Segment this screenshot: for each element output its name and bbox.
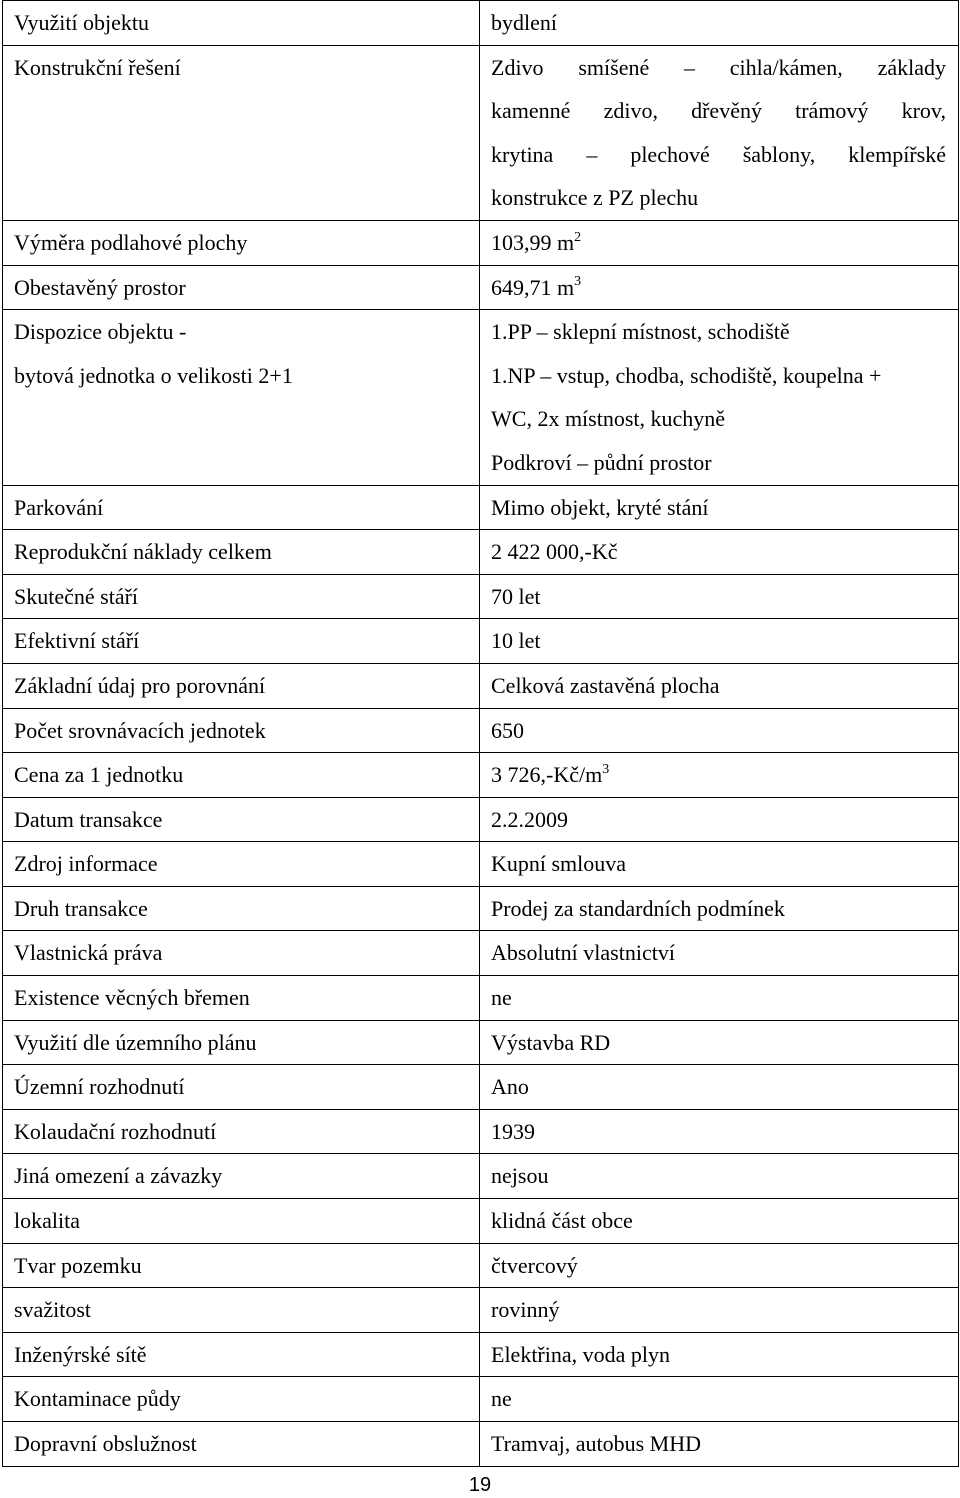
row-value — [491, 575, 946, 619]
unit-exponent: 2 — [574, 229, 582, 245]
row-value-cell — [480, 1, 959, 46]
row-label: Kolaudační rozhodnutí — [14, 1118, 217, 1144]
row-label: Efektivní stáří — [14, 628, 140, 654]
row-value — [491, 1, 946, 45]
row-value — [491, 976, 946, 1020]
page-number: 19 — [468, 1474, 492, 1496]
row-value — [491, 46, 946, 90]
row-value-text: 1.NP – vstup, chodba, schodiště, koupelna + — [491, 362, 882, 388]
row-value-text: bydlení — [491, 10, 557, 35]
table-row — [3, 1, 959, 46]
row-label: Vlastnická práva — [14, 940, 163, 966]
row-value-cell — [480, 842, 959, 887]
row-value — [491, 1110, 946, 1154]
row-label-cell — [3, 619, 480, 664]
row-value-text: Mimo objekt, kryté stání — [491, 494, 709, 520]
row-value-text: 10 let — [491, 628, 541, 654]
row-label: Jiná omezení a závazky — [14, 1163, 223, 1189]
row-label: lokalita — [14, 1208, 80, 1234]
row-value — [491, 842, 946, 886]
row-label-cell — [3, 530, 480, 575]
row-value — [491, 441, 946, 485]
row-value-text: ne — [491, 1386, 512, 1412]
row-value-cell — [480, 976, 959, 1021]
row-label-cell — [3, 1243, 480, 1288]
row-value-text: 650 — [491, 717, 524, 743]
row-value-cell — [480, 45, 959, 220]
row-label-cell — [3, 1, 480, 46]
row-value-cell — [480, 1332, 959, 1377]
table-row — [3, 1109, 959, 1154]
row-value-cell — [480, 1154, 959, 1199]
table-row — [3, 310, 959, 485]
row-value — [491, 1199, 946, 1243]
row-value — [491, 221, 946, 265]
row-value — [491, 931, 946, 975]
row-label-cell — [3, 485, 480, 530]
row-value — [491, 89, 946, 133]
row-value-text: Podkroví – půdní prostor — [491, 449, 712, 475]
row-value-cell — [480, 1377, 959, 1422]
row-label: Skutečné stáří — [14, 583, 139, 609]
row-value — [491, 133, 946, 177]
row-label-cell — [3, 931, 480, 976]
table-row — [3, 1422, 959, 1467]
table-row — [3, 574, 959, 619]
table-row — [3, 619, 959, 664]
row-label-cell — [3, 842, 480, 887]
row-label-cell — [3, 1154, 480, 1199]
table-row — [3, 45, 959, 220]
row-label-cell — [3, 265, 480, 310]
row-label-cell — [3, 976, 480, 1021]
row-label-cell — [3, 1288, 480, 1333]
row-value — [491, 798, 946, 842]
row-value-text: 3 726,-Kč/m — [491, 762, 603, 788]
row-value-text: 2 422 000,-Kč — [491, 539, 618, 565]
row-value-text: 103,99 m — [491, 229, 575, 255]
row-value-cell — [480, 753, 959, 798]
row-value-cell — [480, 1020, 959, 1065]
row-label-cell — [3, 1377, 480, 1422]
row-value-cell — [480, 1288, 959, 1333]
row-value-cell — [480, 220, 959, 265]
row-label-cell — [3, 797, 480, 842]
row-value-cell — [480, 310, 959, 485]
row-value — [491, 1422, 946, 1466]
row-label: svažitost — [14, 1297, 91, 1323]
table-row — [3, 708, 959, 753]
row-value-cell — [480, 886, 959, 931]
row-value — [491, 266, 946, 310]
row-value — [491, 1288, 946, 1332]
row-value-cell — [480, 663, 959, 708]
row-label: Datum transakce — [14, 806, 163, 832]
table-row — [3, 1243, 959, 1288]
row-value-cell — [480, 1422, 959, 1467]
row-value-text: Kupní smlouva — [491, 851, 627, 877]
row-label: bytová jednotka o velikosti 2+1 — [14, 362, 293, 388]
row-value-text: Prodej za standardních podmínek — [491, 895, 785, 921]
row-label-cell — [3, 1199, 480, 1244]
row-label: Cena za 1 jednotku — [14, 762, 184, 788]
row-value-text: konstrukce z PZ plechu — [491, 185, 699, 211]
row-value-text: čtvercový — [491, 1252, 578, 1278]
row-value-cell — [480, 530, 959, 575]
row-value-cell — [480, 265, 959, 310]
table-row — [3, 1065, 959, 1110]
row-value — [491, 486, 946, 530]
row-value-text: Zdivo smíšené – cihla/kámen, základy — [491, 54, 946, 80]
row-value-text: 649,71 m — [491, 274, 575, 300]
table-row — [3, 797, 959, 842]
table-row — [3, 931, 959, 976]
row-value-text: nejsou — [491, 1163, 549, 1189]
row-value-cell — [480, 797, 959, 842]
table-row — [3, 976, 959, 1021]
row-value-text: 1939 — [491, 1118, 535, 1144]
row-value — [491, 176, 946, 220]
row-value-text: Výstavba RD — [491, 1029, 611, 1055]
table-row — [3, 1199, 959, 1244]
row-label: Existence věcných břemen — [14, 985, 250, 1011]
row-value — [491, 664, 946, 708]
row-label-cell — [3, 1422, 480, 1467]
row-label: Územní rozhodnutí — [14, 1074, 185, 1100]
row-value — [491, 310, 946, 354]
row-value-text: Elektřina, voda plyn — [491, 1341, 671, 1367]
row-label-cell — [3, 708, 480, 753]
row-value-text: Celková zastavěná plocha — [491, 672, 720, 698]
row-label: Konstrukční řešení — [14, 54, 181, 80]
row-label: Reprodukční náklady celkem — [14, 539, 272, 565]
row-label-cell — [3, 753, 480, 798]
row-value-text: 1.PP – sklepní místnost, schodiště — [491, 319, 790, 345]
row-label: Využití dle územního plánu — [14, 1029, 257, 1055]
row-value — [491, 619, 946, 663]
row-label: Využití objektu — [14, 10, 150, 35]
row-value — [491, 753, 946, 797]
row-label: Výměra podlahové plochy — [14, 229, 248, 255]
row-value — [491, 530, 946, 574]
unit-exponent: 3 — [574, 274, 582, 290]
row-label: Dispozice objektu - — [14, 319, 187, 345]
row-label-cell — [3, 45, 480, 220]
row-value-cell — [480, 1243, 959, 1288]
row-label-cell — [3, 1065, 480, 1110]
row-label: Druh transakce — [14, 895, 148, 921]
row-label: Základní údaj pro porovnání — [14, 672, 266, 698]
row-label: Parkování — [14, 494, 104, 520]
row-value-text: kamenné zdivo, dřevěný trámový krov, — [491, 98, 946, 124]
row-value — [491, 397, 946, 441]
row-value-text: ne — [491, 985, 512, 1011]
table-row — [3, 1154, 959, 1199]
row-label: Obestavěný prostor — [14, 274, 186, 300]
row-label-cell — [3, 886, 480, 931]
row-value-text: 2.2.2009 — [491, 806, 568, 832]
table-row — [3, 753, 959, 798]
row-value — [491, 1333, 946, 1377]
row-label-cell — [3, 663, 480, 708]
unit-exponent: 3 — [602, 761, 610, 777]
row-value-text: krytina – plechové šablony, klempířské — [491, 141, 946, 167]
row-value-text: rovinný — [491, 1297, 560, 1323]
table-row — [3, 530, 959, 575]
row-label-cell — [3, 574, 480, 619]
row-value — [491, 1244, 946, 1288]
table-row — [3, 1020, 959, 1065]
row-value — [491, 1154, 946, 1198]
row-value-cell — [480, 1109, 959, 1154]
row-value — [491, 1021, 946, 1065]
row-value-text: Tramvaj, autobus MHD — [491, 1431, 702, 1456]
row-value-text: klidná část obce — [491, 1208, 633, 1234]
property-table — [2, 0, 959, 1467]
row-value — [491, 709, 946, 753]
row-label: Zdroj informace — [14, 851, 158, 877]
property-table-body — [3, 1, 959, 1467]
table-row — [3, 663, 959, 708]
row-label: Kontaminace půdy — [14, 1386, 181, 1412]
row-label-cell — [3, 1109, 480, 1154]
row-value-cell — [480, 619, 959, 664]
row-value-text: Absolutní vlastnictví — [491, 940, 675, 966]
table-row — [3, 1288, 959, 1333]
row-value — [491, 1377, 946, 1421]
table-row — [3, 485, 959, 530]
row-value-text: WC, 2x místnost, kuchyně — [491, 406, 726, 432]
table-row — [3, 265, 959, 310]
table-row — [3, 842, 959, 887]
table-row — [3, 1332, 959, 1377]
table-row — [3, 220, 959, 265]
row-value-cell — [480, 1065, 959, 1110]
row-label: Počet srovnávacích jednotek — [14, 717, 266, 743]
row-value-text: 70 let — [491, 583, 541, 609]
row-value — [491, 1065, 946, 1109]
row-label-cell — [3, 1332, 480, 1377]
table-row — [3, 886, 959, 931]
row-value-cell — [480, 931, 959, 976]
row-label: Dopravní obslužnost — [14, 1431, 197, 1456]
row-value-cell — [480, 708, 959, 753]
row-label-cell — [3, 220, 480, 265]
row-value — [491, 354, 946, 398]
row-value — [491, 887, 946, 931]
row-value-cell — [480, 485, 959, 530]
row-value-cell — [480, 574, 959, 619]
row-label: Inženýrské sítě — [14, 1341, 147, 1367]
row-label-cell — [3, 310, 480, 485]
row-value-cell — [480, 1199, 959, 1244]
table-row — [3, 1377, 959, 1422]
row-label: Tvar pozemku — [14, 1252, 142, 1278]
row-label-cell — [3, 1020, 480, 1065]
row-value-text: Ano — [491, 1074, 529, 1100]
